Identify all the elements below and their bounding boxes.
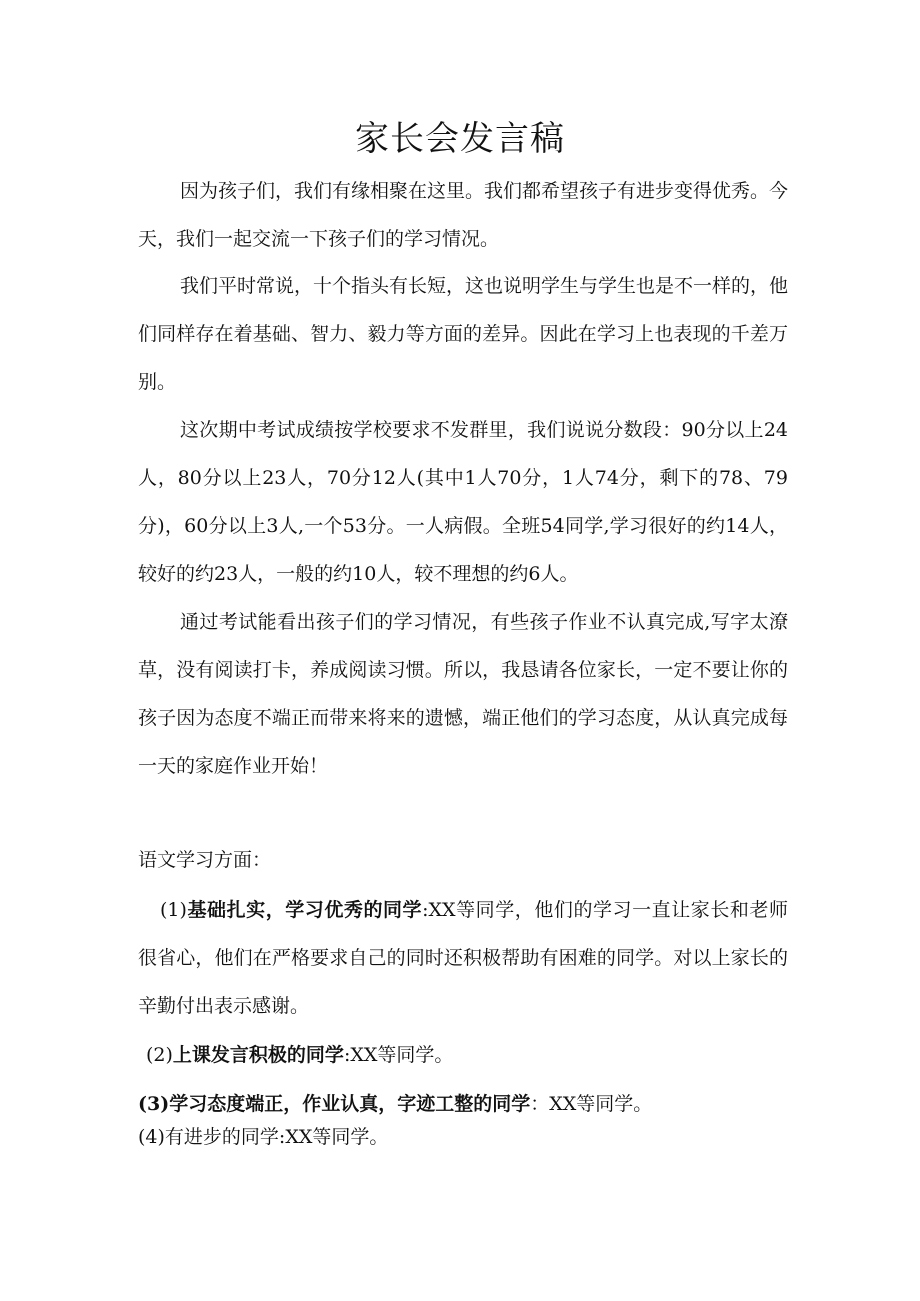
item-lead: 上课发言积极的同学: [172, 1044, 344, 1066]
item-prefix: (2): [146, 1044, 173, 1066]
item-prefix: (3): [138, 1093, 170, 1115]
item-text: 有进步的同学:XX等同学。: [164, 1126, 389, 1148]
list-item: [138, 1033, 796, 1077]
item-text: :XX等同学。: [343, 1044, 454, 1066]
list-item: [138, 886, 788, 1030]
item-text: :XX等同学，他们的学习一直让家长和老师很省心，他们在严格要求自己的同时还积极帮助有困难的同学。对以上家长的辛勤付出表示感谢。: [138, 899, 788, 1017]
item-text: ：XX等同学。: [530, 1093, 653, 1115]
paragraph-request-to-parents: 通过考试能看出孩子们的学习情况，有些孩子作业不认真完成,写字太潦草，没有阅读打卡，养成阅读习惯。所以，我恳请各位家长，一定不要让你的孩子因为态度不端正而带来将来的遗憾，端正他们的学习态度，从认真完成每一天的家庭作业开始！: [138, 611, 788, 777]
item-lead: 学习态度端正，作业认真，字迹工整的同学: [169, 1093, 531, 1115]
section-heading-chinese-study: 语文学习方面：: [138, 849, 272, 871]
list-item: [138, 1117, 788, 1157]
paragraph-differences: 我们平时常说，十个指头有长短，这也说明学生与学生也是不一样的，他们同样存在着基础、智力、毅力等方面的差异。因此在学习上也表现的千差万别。: [138, 275, 789, 393]
document-title: 家长会发言稿: [355, 119, 565, 159]
item-prefix: (4): [138, 1126, 165, 1148]
item-prefix: (1): [160, 899, 187, 921]
paragraph-intro: 因为孩子们，我们有缘相聚在这里。我们都希望孩子有进步变得优秀。今天，我们一起交流一下孩子们的学习情况。: [138, 180, 789, 250]
paragraph-exam-scores: 这次期中考试成绩按学校要求不发群里，我们说说分数段：90分以上24人，80分以上23人，70分12人(其中1人70分，1人74分，剩下的78、79分)，60分以上3人,一个53分。一人病假。全班54同学,学习很好的约14人，较好的约23人，一般的约10人，较不理想的约6人。: [138, 419, 788, 585]
item-lead: 基础扎实，学习优秀的同学: [186, 899, 423, 921]
